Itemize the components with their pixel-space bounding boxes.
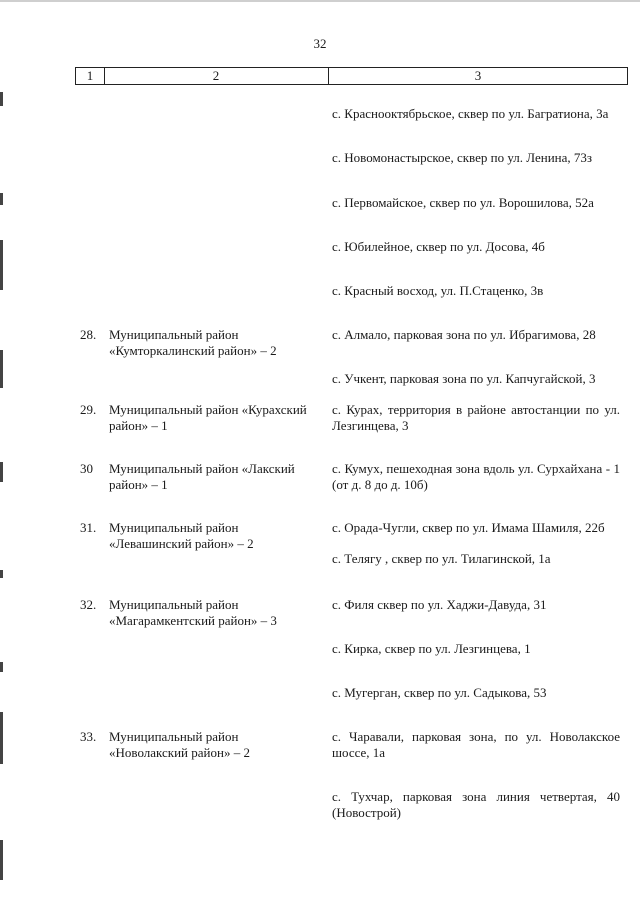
table-row-number: 30	[80, 461, 93, 476]
table-row-district: Муниципальный район «Курахский район» – 1	[109, 402, 307, 433]
table-row-location: с. Мугерган, сквер по ул. Садыкова, 53	[332, 685, 547, 700]
scan-mark	[0, 240, 3, 290]
table-row-district: Муниципальный район «Магарамкентский район» – 3	[109, 597, 277, 628]
table-header-col-2: 2	[104, 68, 329, 84]
scan-edge	[0, 0, 640, 2]
table-row-location: с. Чаравали, парковая зона, по ул. Новолакское шоссе, 1а	[332, 729, 620, 760]
table-row-number: 29.	[80, 402, 97, 417]
table-row-location: с. Учкент, парковая зона по ул. Капчугайской, 3	[332, 371, 596, 386]
scan-mark	[0, 570, 3, 578]
scan-mark	[0, 840, 3, 880]
table-row-location: с. Кирка, сквер по ул. Лезгинцева, 1	[332, 641, 531, 656]
page-number: 32	[313, 36, 327, 51]
scan-mark	[0, 662, 3, 672]
table-row-location: с. Кумух, пешеходная зона вдоль ул. Сурхайхана - 1 (от д. 8 до д. 10б)	[332, 461, 620, 492]
table-row-district: Муниципальный район «Кумторкалинский район» – 2	[109, 327, 277, 358]
table-row-location: с. Первомайское, сквер по ул. Ворошилова, 52а	[332, 195, 594, 210]
table-row-district: Муниципальный район «Лакский район» – 1	[109, 461, 295, 492]
scan-mark	[0, 193, 3, 205]
table-row-location: с. Алмало, парковая зона по ул. Ибрагимова, 28	[332, 327, 596, 342]
scan-mark	[0, 462, 3, 482]
table-header-col-3: 3	[474, 68, 482, 83]
table-row-location: с. Орада-Чугли, сквер по ул. Имама Шамиля, 22б	[332, 520, 605, 535]
scan-mark	[0, 350, 3, 388]
table-row-location: с. Краснооктябрьское, сквер по ул. Багратиона, 3а	[332, 106, 609, 121]
table-row-district: Муниципальный район «Левашинский район» – 2	[109, 520, 254, 551]
table-row-district: Муниципальный район «Новолакский район» – 2	[109, 729, 250, 760]
table-header-row	[75, 67, 628, 85]
table-row-location: с. Новомонастырское, сквер по ул. Ленина, 73з	[332, 150, 593, 165]
table-row-location: с. Филя сквер по ул. Хаджи-Давуда, 31	[332, 597, 547, 612]
table-row-number: 28.	[80, 327, 97, 342]
table-row-number: 31.	[80, 520, 97, 535]
table-row-location: с. Красный восход, ул. П.Стаценко, 3в	[332, 283, 544, 298]
scan-mark	[0, 712, 3, 764]
table-header-col-1: 1	[76, 68, 105, 84]
table-row-number: 32.	[80, 597, 97, 612]
table-row-location: с. Телягу , сквер по ул. Тилагинской, 1а	[332, 551, 551, 566]
scan-mark	[0, 92, 3, 106]
table-row-number: 33.	[80, 729, 97, 744]
table-row-location: с. Курах, территория в районе автостанции по ул. Лезгинцева, 3	[332, 402, 620, 433]
table-row-location: с. Тухчар, парковая зона линия четвертая, 40 (Новострой)	[332, 789, 620, 820]
table-row-location: с. Юбилейное, сквер по ул. Досова, 4б	[332, 239, 545, 254]
